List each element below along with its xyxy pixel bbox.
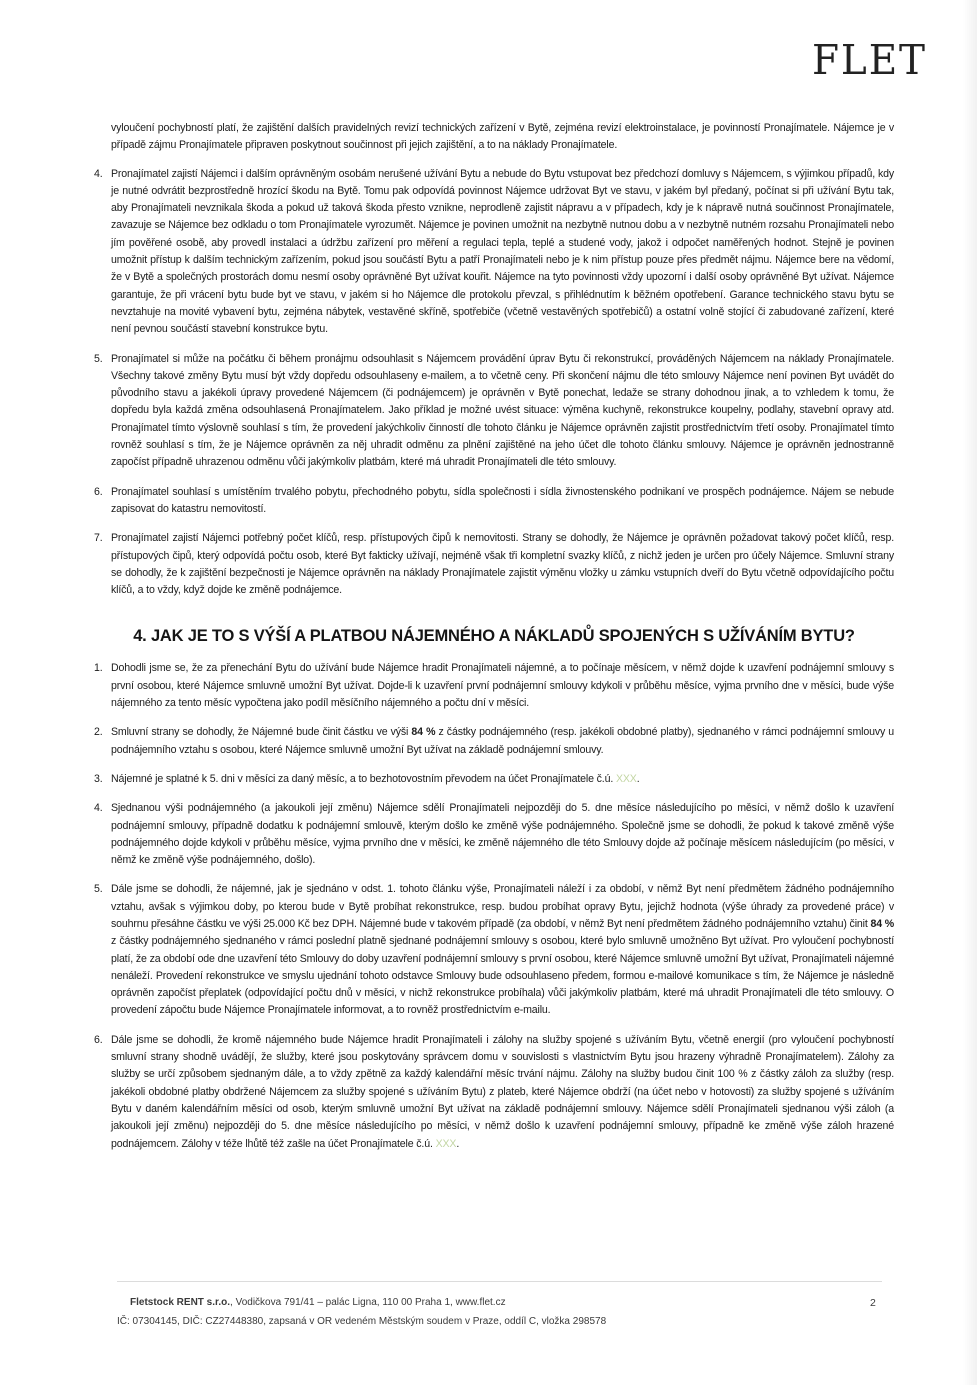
section4-item-4 <box>94 800 894 869</box>
account-number-placeholder: XXX <box>435 1137 457 1150</box>
page-edge-shadow <box>963 0 977 1385</box>
footer-company-name: Fletstock RENT s.r.o. <box>130 1297 231 1308</box>
account-number-placeholder: XXX <box>615 772 637 785</box>
footer-company-line <box>130 1297 506 1308</box>
rent-percentage: 84 % <box>411 726 436 739</box>
footer-address: , Vodičkova 791/41 – palác Ligna, 110 00 Praha 1, www.flet.cz <box>230 1297 506 1308</box>
section4-item-2 <box>94 724 894 759</box>
section3-continuation: vyloučení pochybností platí, že zajištění dalších pravidelných revizí technických zařízení v Bytě, zejména revizí elektroinstalace, je povinností Pronajímatele. Nájemce je v případě zájmu Pronajímatele připraven poskytnout součinnost při jejich zajištění, a to na náklady Pronajímatele. <box>111 122 894 152</box>
document-body <box>94 120 894 1165</box>
item-number: 3. <box>94 772 103 785</box>
section4-item-5 <box>94 881 894 1019</box>
item-text: Pronajímatel si může na počátku či během pronájmu odsouhlasit s Nájemcem provádění úprav Bytu či rekonstrukcí, prováděných Nájemcem na náklady Pronajímatele. Všechny takové změny Bytu musí být vždy dopředu odsouhlaseny e-mailem, a to včetně ceny. Při skončení nájmu dle této smlouvy Nájemce není povinen Byt uvádět do původního stavu a jakékoli úpravy provedené Nájemcem (či podnájemcem) je oprávněn v Bytě ponechat, ledaže se strany dohodnou jinak, a to vzhledem k tomu, že dopředu byla každá změna odsouhlasená Pronajímatelem. Jako příklad je možné uvést situace: výměna kuchyně, rekonstrukce koupelny, podlahy, stavební opravy atd. Pronajímatel tímto výslovně souhlasí s tím, že provedení jakýchkoliv činností dle tohoto článku je Nájemce oprávněn zajistit prostřednictvím třetí osoby. Pronajímatel tímto rovněž souhlasí s tím, že je Nájemce oprávněn za něj uhradit odměnu za plnění zajištěné na jeho účet dle tohoto článku smlouvy. Nájemce je oprávněn jednostranně započíst případně uhrazenou odměnu vůči jakýmkoliv platbám, které má uhradit Pronajímateli dle této smlouvy. <box>111 352 894 469</box>
item-text: Sjednanou výši podnájemného (a jakoukoli její změnu) Nájemce sdělí Pronajímateli nejpozději do 5. dne měsíce následujícího po měsíci, v němž došlo k uzavření podnájemní smlouvy, případně dodatku k podnájemní smlouvě, kterým došlo ke změně výše podnájemného. Společně jsme se dohodli, že pokud k takové změně výše podnájemného dojde kdykoli v průběhu měsíce, vyjma prvního dne v měsíci, ke změně nájemného dle této Smlouvy dojde až počínaje měsícem následujícím (po měsíci, v němž ke změně výše podnájemného, došlo). <box>111 802 894 867</box>
section4-item-1 <box>94 660 894 712</box>
item-text: Dále jsme se dohodli, že nájemné, jak je sjednáno v odst. 1. tohoto článku výše, Pronajímateli náleží i za období, v němž Byt není předmětem žádného podnájemního vztahu, avšak s výjimkou doby, po kterou bude v Bytě probíhat rekonstrukce, resp. budou probíhat opravy Bytu, jejichž hodnota (výše úhrady za provedené práce) v souhrnu přesáhne částku ve výši 25.000 Kč bez DPH. Nájemné bude v takovém případě (za období, v němž Byt není předmětem žádného podnájemního vztahu) činit <box>111 883 894 930</box>
footer-registration: IČ: 07304145, DIČ: CZ27448380, zapsaná v OR vedeném Městským soudem v Praze, oddíl C, vložka 298578 <box>117 1316 607 1327</box>
item-number: 7. <box>94 532 103 545</box>
item-text: Pronajímatel zajistí Nájemci i dalším oprávněným osobám nerušené užívání Bytu a nebude do Bytu vstupovat bez předchozí domluvy s Nájemcem, s výjimkou případů, kdy je nutné odvrátit bezprostředně hrozící škodu na Bytě. Tomu pak odpovídá povinnost Nájemce udržovat Byt ve stavu, v jakém byl předaný, počínat si při užívání Bytu tak, aby Pronajímateli nevznikala škoda a pokud už taková škoda přesto vznikne, neprodleně zajistit nápravu a v případech, kdy je k nápravě nutná součinnost Pronajímatele, zavazuje se Nájemce bez odkladu o tom Pronajímatele vyrozumět. Nájemce je povinen umožnit na nezbytně nutnou dobu a v nezbytně nutném rozsahu Pronajímateli nebo jím pověřené osobě, aby provedl instalaci a údržbu zařízení pro měření a regulaci tepla, teplé a studené vody, jakož i odpočet naměřených hodnot. Stejně je povinen umožnit přístup k dalším technickým zařízením, pokud jsou součástí Bytu a patří Pronajímateli nebo je k nim přístup pouze přes předmět nájmu. Nájemce bere na vědomí, že v Bytě a společných prostorách domu nesmí osoby oprávněné Byt užívat kouřit. Nájemce na tyto povinnosti vždy upozorní i další osoby oprávněné Byt užívat. Nájemce garantuje, že při vrácení bytu bude byt ve stavu, v jakém si ho Nájemce dle protokolu převzal, s přihlédnutím k běžném opotřebení. Garance technického stavu bytu se nevztahuje na movité vybavení bytu, zejména nábytek, vestavěné skříně, spotřebiče (včetně vestavěných spotřebičů) a ostatní volně stojící či zabudované zařízení, které není pevnou součástí stavební konstrukce bytu. <box>111 167 894 336</box>
section4-item-6 <box>94 1032 894 1153</box>
item-number: 6. <box>94 485 103 498</box>
footer-divider <box>117 1281 882 1282</box>
item-number: 1. <box>94 662 103 675</box>
item-text: . <box>636 772 640 785</box>
page-number: 2 <box>870 1297 876 1309</box>
item-text: Dále jsme se dohodli, že kromě nájemného bude Nájemce hradit Pronajímateli i zálohy na služby spojené s užíváním Bytu, včetně energií (pro vyloučení pochybností smluvní strany shodně uvádějí, že služby, které jsou poskytovány správcem domu v souvislosti s vlastnictvím Bytu jsou hrazeny výhradně Pronajímatelem). Zálohy za služby se určí způsobem sjednaným dále, a to vždy zpětně za každý kalendářní měsíc trvání nájmu. Zálohy na služby budou činit 100 % z částky záloh za služby (resp. jakékoli obdobné platby obdržené Nájemcem za služby spojené s užíváním Bytu) z plateb, které Nájemce obdrží (na účet nebo v hotovosti) za služby spojené s užíváním Bytu v daném kalendářním měsíci od osob, kterým smluvně umožní Byt užívat na základě podnájemní smlouvy. Nájemce sdělí Pronajímateli sjednanou výši záloh (a jakoukoli její změnu) nejpozději do 5. dne měsíce následujícího po měsíci, v němž došlo k uzavření podnájemní smlouvy, případně ke změně výše záloh hrazené podnájemcem. Zálohy v téže lhůtě též zašle na účet Pronajímatele č.ú. <box>111 1033 894 1150</box>
section3-item-4 <box>94 166 894 339</box>
item-number: 6. <box>94 1033 103 1046</box>
item-number: 5. <box>94 352 103 365</box>
section3-item-7 <box>94 530 894 599</box>
item-text: Pronajímatel souhlasí s umístěním trvalého pobytu, přechodného pobytu, sídla společnosti i sídla živnostenského podnikaní ve prospěch podnájemce. Nájem se nebude zapisovat do katastru nemovitostí. <box>111 485 894 515</box>
section3-item-6 <box>94 484 894 519</box>
section4-item-3 <box>94 771 894 788</box>
flet-logo: FLET <box>812 36 927 84</box>
item-number: 5. <box>94 883 103 896</box>
item-text: Dohodli jsme se, že za přenechání Bytu do užívání bude Nájemce hradit Pronajímateli nájemné, a to počínaje měsícem, v němž dojde k uzavření podnájemní smlouvy s první osobou, které Nájemce smluvně umožní Byt užívat. Dojde-li k uzavření první podnájemní smlouvy kdykoli v průběhu měsíce, vyjma prvního dne v měsíci, bude výše nájemného za tento měsíc vypočtena jako podíl měsíčního nájemného a počtu dní v měsíci. <box>111 662 894 710</box>
item-number: 4. <box>94 167 103 180</box>
item-text: z částky podnájemného sjednaného v rámci poslední platně sjednané podnájemní smlouvy s osobou, které bylo smluvně umožněno Byt užívat. Pro vyloučení pochybností platí, že za období ode dne uzavření této Smlouvy do doby uzavření podnájemní smlouvy s první osobou, které Nájemce smluvně umožní Byt užívat, Pronajímateli nájemné nenáleží. Provedení rekonstrukce ve smyslu ujednání tohoto odstavce Smlouvy bude odsouhlaseno předem, formou e-mailové komunikace s tím, že Nájemce je následně oprávněn započíst přeplatek (odpovídající počtu dnů v měsíci, v nichž rekonstrukce probíhala) vůči jakýmkoliv platbám, které má uhradit Pronajímateli dle této smlouvy. O provedení zápočtu bude Nájemce Pronajímatele informovat, a to rovněž prostřednictvím e-mailu. <box>111 935 894 1017</box>
item-text: . <box>456 1137 460 1150</box>
rent-percentage: 84 % <box>870 917 895 930</box>
item-number: 2. <box>94 726 103 739</box>
section4-heading: 4. JAK JE TO S VÝŠÍ A PLATBOU NÁJEMNÉHO A NÁKLADŮ SPOJENÝCH S UŽÍVÁNÍM BYTU? <box>133 627 855 646</box>
section3-item-5 <box>94 351 894 472</box>
item-number: 4. <box>94 802 103 815</box>
item-text: Nájemné je splatné k 5. dni v měsíci za daný měsíc, a to bezhotovostním převodem na účet Pronajímatele č.ú. <box>111 772 616 785</box>
item-text: z částky podnájemného (resp. jakékoli obdobné platby), sjednaného v rámci podnájemní smlouvy u podnájemního vztahu s osobou, které Nájemce smluvně umožní Byt užívat na základě podnájemní smlouvy. <box>111 726 895 756</box>
item-text: Pronajímatel zajistí Nájemci potřebný počet klíčů, resp. přístupových čipů k nemovitosti. Strany se dohodly, že Nájemce je oprávněn požadovat takový počet klíčů, resp. přístupových čipů, který odpovídá počtu osob, které Byt fakticky užívají, nejméně však tři kompletní svazky klíčů, z nichž jeden je určen pro účely Nájemce. Smluvní strany se dohodly, že k zajištění bezpečnosti je Nájemce oprávněn na náklady Pronajímatele zajistit výměnu vložky u zámku vstupních dveří do Bytu včetně odpovídajícího počtu klíčů, a to vždy, když dojde ke změně podnájemce. <box>111 532 894 597</box>
item-text: Smluvní strany se dohodly, že Nájemné bude činit částku ve výši <box>111 726 412 739</box>
